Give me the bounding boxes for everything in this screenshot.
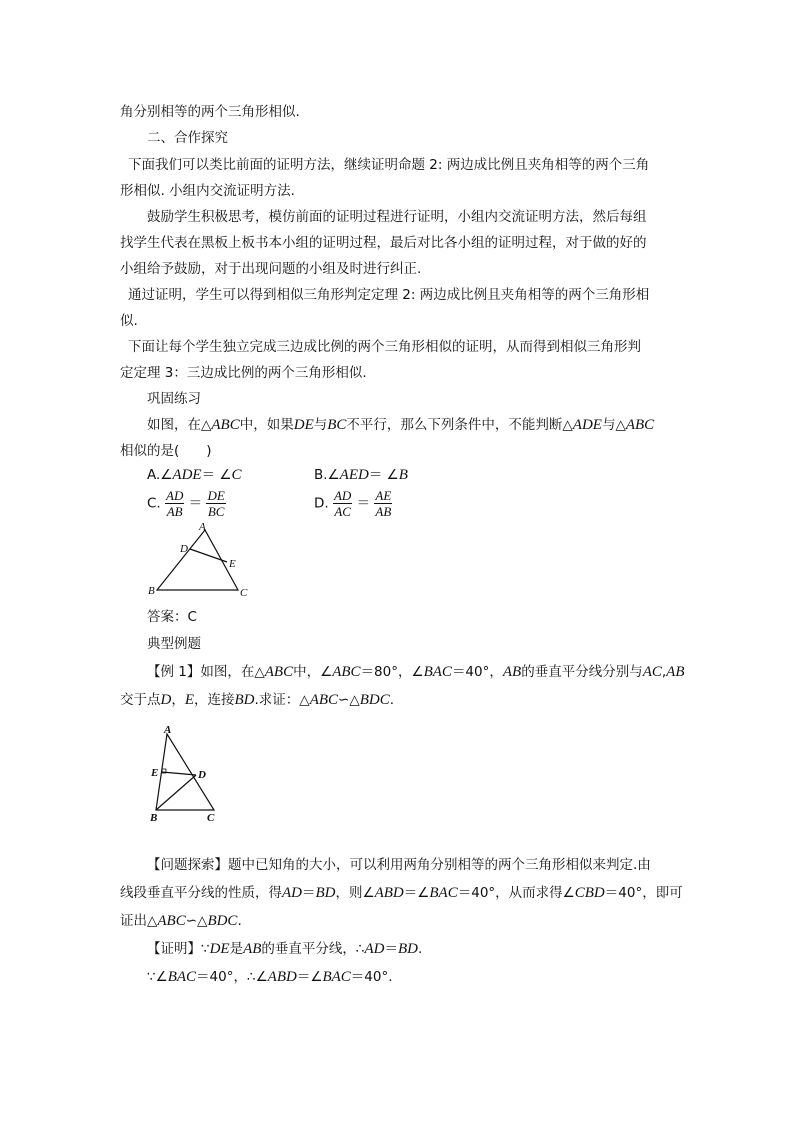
text-span: . [237, 913, 242, 929]
text-span: 的垂直平分线分别与 [521, 664, 643, 680]
text-span: 不平行，那么下列条件中，不能判断△ [346, 417, 573, 433]
text-span: ＝40°，即可 [604, 885, 683, 901]
example-1-line [120, 690, 394, 710]
option-b [314, 465, 408, 485]
text-span: .求证：△ [254, 692, 310, 708]
text-span: 【例 1】如图，在△ [147, 664, 265, 680]
option-a [147, 465, 242, 485]
label-e: E [151, 767, 159, 779]
label-b: B [148, 585, 155, 597]
section-heading: 二、合作探究 [147, 130, 228, 146]
exercise-question [147, 415, 654, 435]
text-line: 找学生代表在黑板上板书本小组的证明过程，最后对比各小组的证明过程，对于做的好的 [120, 235, 647, 251]
text-line: 下面我们可以类比前面的证明方法，继续证明命题 2: 两边成比例且夹角相等的两个三角 [128, 157, 650, 173]
math-var: BAC [322, 969, 351, 985]
equals-sign: ＝ [188, 495, 203, 512]
triangle-figure-2 [140, 718, 230, 828]
fraction-numerator: AD [333, 488, 352, 503]
answer-text: 答案：C [147, 609, 197, 625]
text-span: ＝∠ [403, 885, 430, 901]
math-var: D [160, 692, 172, 708]
text-span: ＝40°，从而求得∠ [457, 885, 575, 901]
math-var: ABC [157, 913, 186, 929]
text-line: 鼓励学生积极思考，模仿前面的证明过程进行证明，小组内交流证明方法，然后每组 [147, 209, 647, 225]
text-span: ，连接 [194, 692, 235, 708]
math-var: BC [327, 417, 347, 433]
math-var: ABC [332, 664, 361, 680]
segment-de [190, 549, 227, 562]
math-var: BD [398, 941, 419, 957]
text-span: ，则∠ [335, 885, 375, 901]
text-span: ＝40°， [451, 664, 503, 680]
math-var: BAC [429, 885, 458, 901]
text-span: 与 [313, 417, 328, 433]
analysis-line [120, 911, 242, 931]
fraction [206, 488, 225, 519]
text-line: 【问题探索】题中已知角的大小，可以利用两角分别相等的两个三角形相似来判定.由 [147, 857, 651, 873]
math-var: B [398, 467, 408, 483]
math-var: ADE [172, 467, 202, 483]
text-line: 相似的是( ) [120, 443, 212, 459]
text-span: ∽△ [185, 913, 208, 929]
text-span: ＝40°，∴∠ [196, 969, 268, 985]
text-span: . [418, 941, 423, 957]
text-span: ∽△ [338, 692, 360, 708]
option-c [147, 488, 226, 519]
text-line: 通过证明，学生可以得到相似三角形判定定理 2: 两边成比例且夹角相等的两个三角形相 [128, 287, 650, 303]
text-span: 中，如果 [239, 417, 294, 433]
triangle-figure-1 [140, 520, 260, 602]
math-var: ABC [625, 417, 655, 433]
math-var: AC [642, 664, 662, 680]
math-var: E [184, 692, 195, 708]
example-1-line [147, 662, 685, 682]
label-b: B [150, 812, 158, 824]
text-span: 与△ [601, 417, 626, 433]
text-span: ∵∠ [147, 969, 168, 985]
math-var: AD [364, 941, 385, 957]
fraction-numerator: AD [166, 488, 184, 503]
option-label: C. [147, 495, 161, 512]
fraction-denominator: AB [375, 504, 392, 519]
option-label: B.∠ [314, 467, 340, 483]
text-span: ＝ ∠ [368, 467, 399, 483]
text-span: ＝∠ [296, 969, 323, 985]
text-span: 【证明】∵ [147, 941, 210, 957]
text-span: 如图，在△ [147, 417, 212, 433]
math-var: BD [315, 885, 336, 901]
math-var: ABC [211, 417, 240, 433]
label-d: D [180, 543, 188, 555]
text-span: 中，∠ [293, 664, 333, 680]
fraction [374, 488, 392, 519]
analysis-line [120, 883, 683, 903]
fraction [333, 488, 352, 519]
math-var: CBD [574, 885, 605, 901]
proof-line [147, 967, 393, 987]
math-var: ADE [572, 417, 602, 433]
math-var: ABD [267, 969, 297, 985]
text-span: ＝ ∠ [201, 467, 232, 483]
text-span: , [661, 664, 667, 680]
label-a: A [164, 724, 172, 736]
text-span: 线段垂直平分线的性质，得 [120, 885, 282, 901]
fraction-denominator: AC [334, 504, 351, 519]
label-d: D [198, 769, 206, 781]
text-span: ＝ [302, 885, 316, 901]
label-a: A [199, 521, 206, 533]
text-line: 形相似. 小组内交流证明方法. [120, 183, 295, 199]
math-var: AB [666, 664, 685, 680]
option-d [314, 488, 392, 519]
triangle-abc [157, 530, 238, 590]
math-var: AB [243, 941, 262, 957]
fraction-numerator: DE [207, 488, 225, 503]
text-line: 下面让每个学生独立完成三边成比例的两个三角形相似的证明，从而得到相似三角形判 [128, 339, 641, 355]
math-var: AB [502, 664, 522, 680]
text-span: ＝40°. [350, 969, 393, 985]
math-var: C [231, 467, 242, 483]
text-span: . [389, 692, 395, 708]
math-var: ABC [264, 664, 294, 680]
text-line: 小组给予鼓励，对于出现问题的小组及时进行纠正. [120, 261, 422, 277]
label-e: E [229, 558, 236, 570]
math-var: BAC [423, 664, 452, 680]
label-c: C [207, 812, 215, 824]
segment-bd [156, 775, 196, 810]
math-var: BDC [359, 692, 390, 708]
proof-line [147, 939, 422, 959]
math-var: ABD [374, 885, 404, 901]
section-heading: 典型例题 [147, 636, 201, 652]
math-var: BAC [167, 969, 197, 985]
text-span: 是 [229, 941, 244, 957]
equals-sign: ＝ [356, 495, 371, 512]
math-var: BDC [207, 913, 238, 929]
text-span: 证出△ [120, 913, 158, 929]
text-span: 交于点 [120, 692, 161, 708]
section-heading: 巩固练习 [147, 391, 201, 407]
math-var: DE [293, 417, 314, 433]
fraction [165, 488, 184, 519]
math-var: ABC [309, 692, 339, 708]
fraction-numerator: AE [375, 488, 392, 503]
math-var: AD [282, 885, 302, 901]
option-label: D. [314, 495, 329, 512]
math-var: BD [234, 692, 255, 708]
option-label: A.∠ [147, 467, 173, 483]
math-var: AED [339, 467, 369, 483]
fraction-denominator: BC [207, 504, 225, 519]
math-var: DE [209, 941, 230, 957]
fraction-denominator: AB [166, 504, 183, 519]
text-span: 的垂直平分线，∴ [261, 941, 365, 957]
text-span: ＝80°，∠ [360, 664, 424, 680]
text-span: ， [171, 692, 185, 708]
text-line: 似. [120, 313, 138, 329]
text-line: 角分别相等的两个三角形相似. [120, 104, 300, 120]
text-line: 定定理 3：三边成比例的两个三角形相似. [120, 365, 367, 381]
label-c: C [240, 587, 248, 599]
text-span: ＝ [384, 941, 399, 957]
